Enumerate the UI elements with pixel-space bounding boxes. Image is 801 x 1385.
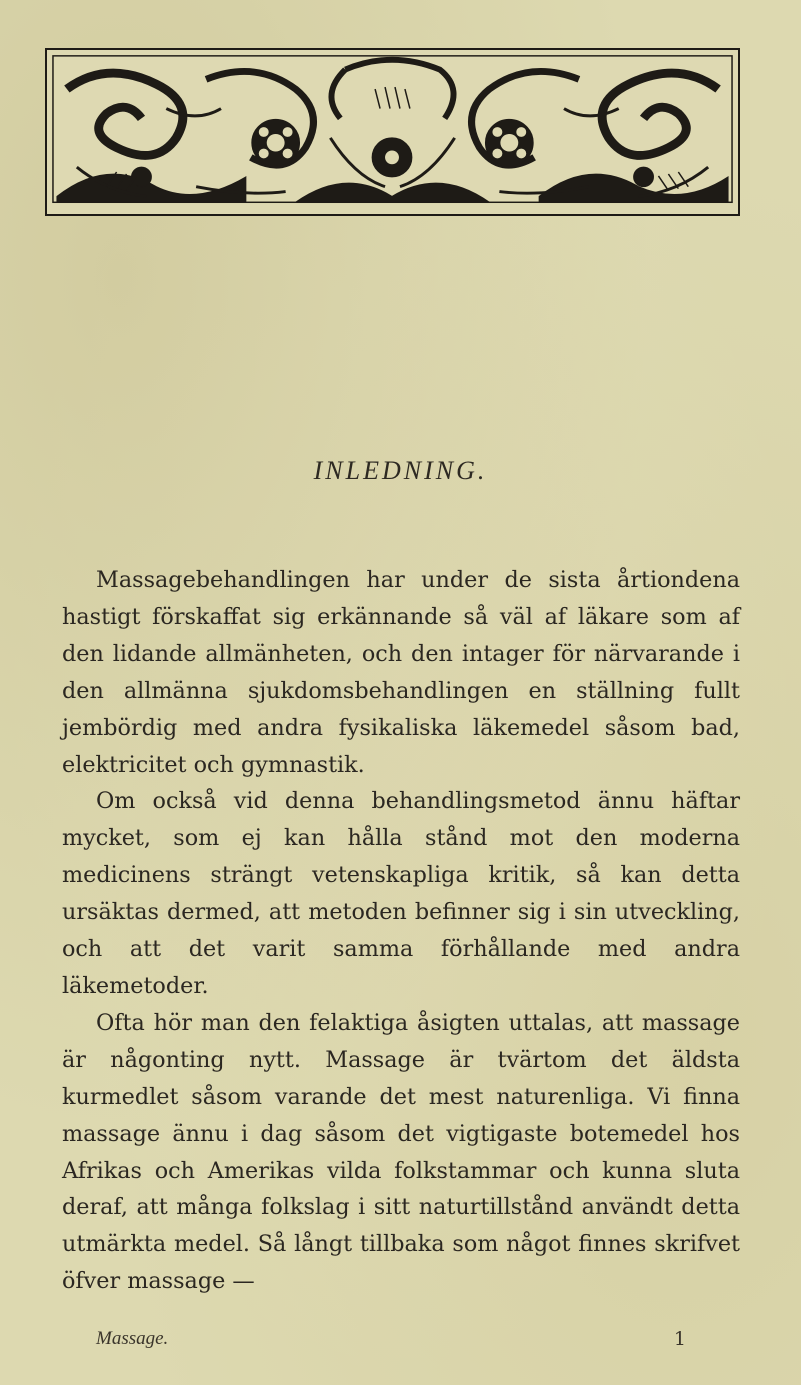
chapter-title: INLEDNING. (313, 456, 488, 485)
paragraph: Massagebehandlingen har under de sista årtiondena hastigt förskaffat sig erkännande så väl af läkare som af den lidande allmänheten, och den intager för närvarande i den allmänna sjukdomsbehandlingen en ställning fullt jembördig med andra fysikaliska läkemedel såsom bad, elektricitet och gymnastik. (62, 567, 740, 778)
floral-ornament-banner-icon (45, 48, 740, 216)
page-footer (96, 1328, 686, 1358)
page-number: 1 (673, 1328, 686, 1350)
paragraph: Ofta hör man den felaktiga åsigten uttalas, att massage är någonting nytt. Massage är tvärtom det äldsta kurmedlet såsom varande det mest naturenliga. Vi finna massage ännu i dag såsom det vigtigaste botemedel hos Afrikas och Amerikas vilda folkstammar och kunna sluta deraf, att många folkslag i sitt naturtillstånd användt detta utmärkta medel. Så långt tillbaka som något finnes skrifvet öfver massage — (62, 1009, 740, 1295)
paragraph: Om också vid denna behandlingsmetod ännu häftar mycket, som ej kan hålla stånd mot den moderna medicinens strängt vetenskapliga kritik, så kan detta ursäktas dermed, att metoden befinner sig i sin utveckling, och att det varit samma förhållande med andra läkemetoder. (62, 788, 740, 999)
signature-mark: Massage. (96, 1328, 169, 1349)
body-text (62, 562, 740, 1300)
